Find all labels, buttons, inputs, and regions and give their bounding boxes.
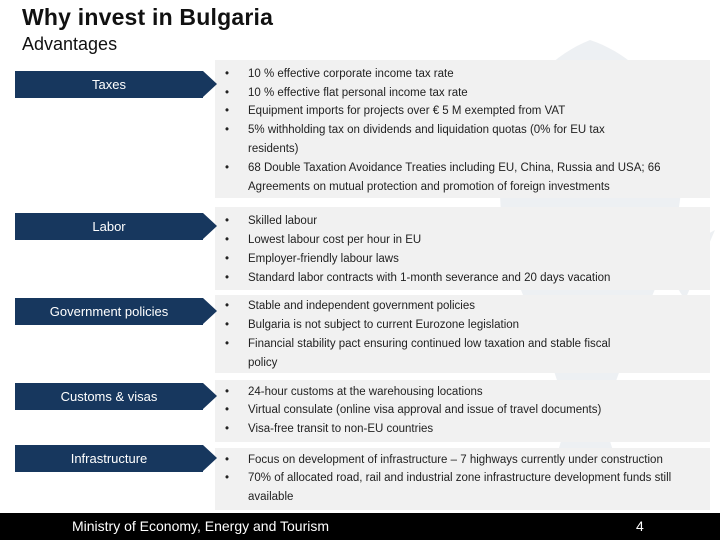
section-label-labor: Labor bbox=[15, 213, 203, 240]
section-label-taxes: Taxes bbox=[15, 71, 203, 98]
footer-organization: Ministry of Economy, Energy and Tourism bbox=[72, 518, 330, 534]
section-label-government-policies: Government policies bbox=[15, 298, 203, 325]
footer-bar bbox=[0, 513, 720, 540]
page-subtitle: Advantages bbox=[22, 34, 118, 54]
section-label-customs-visas: Customs & visas bbox=[15, 383, 203, 410]
page-number: 4 bbox=[636, 518, 644, 534]
page-title: Why invest in Bulgaria bbox=[22, 4, 274, 30]
section-label-infrastructure: Infrastructure bbox=[15, 445, 203, 472]
